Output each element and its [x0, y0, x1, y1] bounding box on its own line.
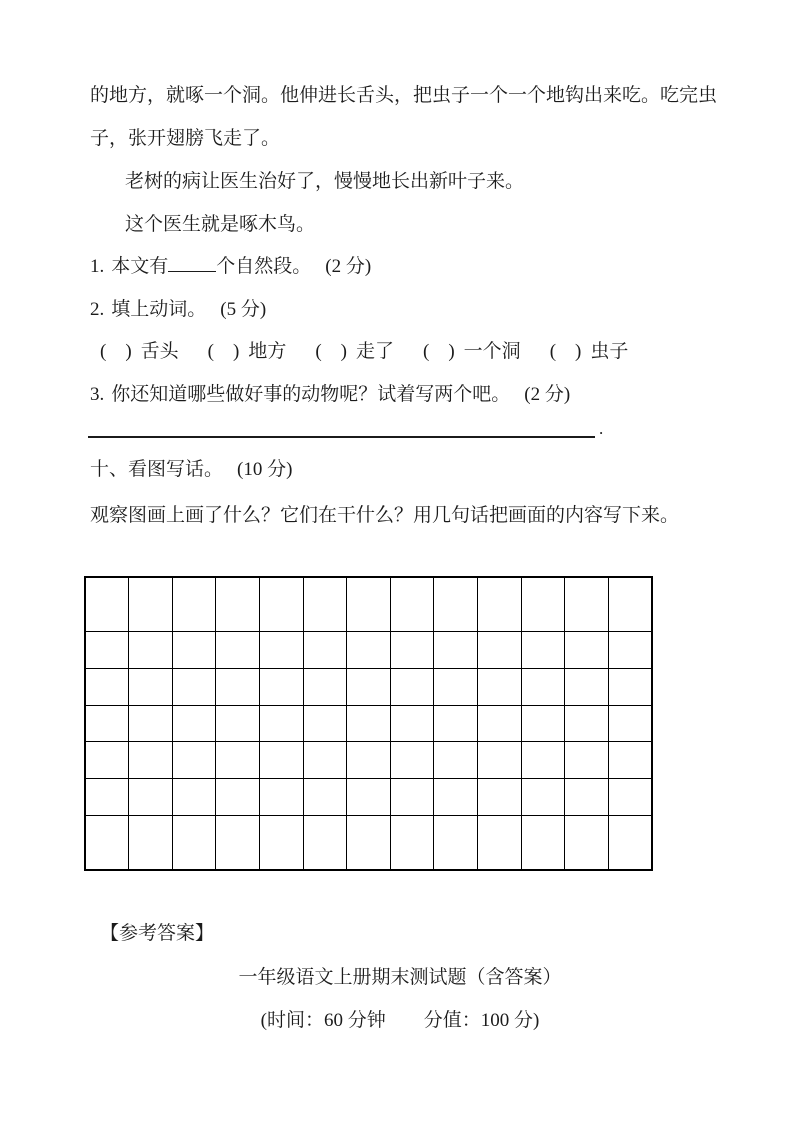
question-1-text-after: 个自然段。 [216, 256, 312, 277]
grid-cell [565, 577, 609, 632]
question-3-text: 你还知道哪些做好事的动物呢？试着写两个吧。 [111, 384, 511, 405]
grid-cell [172, 778, 216, 815]
grid-cell [390, 778, 434, 815]
grid-cell [129, 742, 173, 779]
grid-cell [608, 632, 652, 669]
grid-cell [259, 815, 303, 870]
grid-cell [347, 778, 391, 815]
grid-cell [129, 632, 173, 669]
passage-line-2: 子，张开翅膀飞走了。 [90, 128, 281, 149]
verb-item [550, 341, 629, 363]
grid-cell [608, 577, 652, 632]
grid-cell [390, 669, 434, 706]
grid-cell [565, 815, 609, 870]
grid-cell [85, 669, 129, 706]
section-ten-score: (10 分) [237, 459, 293, 480]
grid-row [85, 705, 652, 742]
grid-cell [172, 815, 216, 870]
grid-cell [477, 815, 521, 870]
grid-cell [216, 705, 260, 742]
grid-cell [172, 742, 216, 779]
grid-cell [521, 778, 565, 815]
grid-cell [521, 669, 565, 706]
grid-cell [216, 815, 260, 870]
grid-cell [172, 577, 216, 632]
grid-cell [303, 632, 347, 669]
grid-cell [477, 632, 521, 669]
grid-cell [216, 669, 260, 706]
passage-paragraph-3: 这个医生就是啄木鸟。 [125, 214, 316, 235]
grid-cell [565, 778, 609, 815]
grid-cell [347, 705, 391, 742]
verb-fill-line [100, 341, 628, 363]
grid-cell [259, 632, 303, 669]
grid-cell [347, 632, 391, 669]
verb-item-parens: ( ) [100, 341, 132, 362]
grid-cell [477, 577, 521, 632]
question-2-number: 2. [90, 299, 105, 320]
grid-cell [434, 705, 478, 742]
grid-cell [390, 577, 434, 632]
verb-item-word: 地方 [248, 341, 287, 362]
grid-cell [521, 632, 565, 669]
question-3-number: 3. [90, 384, 105, 405]
question-3 [90, 384, 713, 406]
question-1-score: (2 分) [325, 256, 372, 277]
grid-cell [390, 742, 434, 779]
grid-cell [129, 669, 173, 706]
passage-paragraph-2: 老树的病让医生治好了，慢慢地长出新叶子来。 [125, 171, 525, 192]
grid-cell [129, 815, 173, 870]
writing-grid [84, 576, 653, 871]
grid-cell [477, 669, 521, 706]
section-ten-title: 十、看图写话。 [90, 459, 224, 480]
verb-item-parens: ( ) [315, 341, 347, 362]
writing-grid-body [85, 577, 652, 870]
grid-cell [85, 632, 129, 669]
grid-cell [303, 577, 347, 632]
grid-row [85, 742, 652, 779]
grid-cell [390, 632, 434, 669]
grid-cell [303, 705, 347, 742]
verb-item-parens: ( ) [549, 341, 582, 362]
grid-cell [85, 778, 129, 815]
verb-item-parens: ( ) [423, 341, 455, 362]
grid-row [85, 577, 652, 632]
grid-cell [259, 577, 303, 632]
question-1 [90, 256, 713, 278]
verb-item-word: 舌头 [140, 341, 179, 362]
grid-cell [565, 669, 609, 706]
question-1-blank-underline [168, 256, 216, 272]
verb-item-parens: ( ) [207, 341, 240, 362]
grid-cell [259, 669, 303, 706]
grid-row [85, 669, 652, 706]
grid-cell [565, 632, 609, 669]
grid-row [85, 815, 652, 870]
passage-line-1: 的地方，就啄一个洞。他伸进长舌头，把虫子一个一个地钩出来吃。吃完虫 [90, 85, 718, 106]
answer-rule-period: . [599, 419, 604, 438]
grid-cell [521, 577, 565, 632]
grid-cell [434, 778, 478, 815]
grid-cell [521, 742, 565, 779]
grid-cell [172, 705, 216, 742]
reference-answers-header: 【参考答案】 [100, 923, 215, 944]
grid-cell [85, 705, 129, 742]
question-3-score: (2 分) [524, 384, 571, 405]
grid-cell [85, 577, 129, 632]
grid-cell [347, 815, 391, 870]
grid-cell [347, 577, 391, 632]
grid-cell [259, 705, 303, 742]
answer-section-title: 一年级语文上册期末测试题（含答案） [238, 967, 562, 988]
grid-cell [477, 778, 521, 815]
grid-cell [608, 815, 652, 870]
grid-cell [85, 742, 129, 779]
question-2-text: 填上动词。 [111, 299, 207, 320]
grid-cell [347, 742, 391, 779]
grid-cell [303, 778, 347, 815]
grid-cell [390, 705, 434, 742]
grid-cell [477, 742, 521, 779]
grid-cell [608, 705, 652, 742]
grid-cell [434, 815, 478, 870]
grid-cell [216, 577, 260, 632]
grid-cell [434, 669, 478, 706]
grid-cell [303, 742, 347, 779]
answer-rule-line [88, 417, 595, 438]
verb-item-word: 虫子 [590, 341, 629, 362]
grid-cell [172, 632, 216, 669]
grid-cell [172, 669, 216, 706]
answer-section-subtitle: (时间：60 分钟 分值：100 分) [260, 1010, 540, 1031]
question-1-text-before: 本文有 [111, 256, 169, 277]
grid-cell [521, 815, 565, 870]
writing-prompt: 观察图画上画了什么？它们在干什么？用几句话把画面的内容写下来。 [90, 505, 680, 526]
grid-cell [216, 778, 260, 815]
verb-item-word: 一个洞 [463, 341, 521, 362]
grid-cell [477, 705, 521, 742]
question-2-score: (5 分) [220, 299, 267, 320]
verb-item [208, 341, 287, 363]
grid-cell [608, 742, 652, 779]
grid-cell [129, 577, 173, 632]
grid-cell [434, 742, 478, 779]
grid-cell [434, 632, 478, 669]
grid-cell [608, 778, 652, 815]
verb-item-word: 走了 [356, 341, 395, 362]
grid-cell [129, 705, 173, 742]
question-1-number: 1. [90, 256, 105, 277]
grid-cell [608, 669, 652, 706]
grid-cell [521, 705, 565, 742]
grid-cell [216, 632, 260, 669]
grid-cell [216, 742, 260, 779]
grid-cell [565, 742, 609, 779]
question-2 [90, 299, 713, 321]
section-ten-heading [90, 459, 713, 481]
grid-row [85, 778, 652, 815]
grid-row [85, 632, 652, 669]
grid-cell [259, 778, 303, 815]
grid-cell [303, 815, 347, 870]
grid-cell [565, 705, 609, 742]
grid-cell [259, 742, 303, 779]
verb-item [315, 341, 394, 363]
grid-cell [347, 669, 391, 706]
grid-cell [129, 778, 173, 815]
verb-item [100, 341, 179, 363]
grid-cell [303, 669, 347, 706]
grid-cell [390, 815, 434, 870]
grid-cell [85, 815, 129, 870]
verb-item [423, 341, 521, 363]
grid-cell [434, 577, 478, 632]
